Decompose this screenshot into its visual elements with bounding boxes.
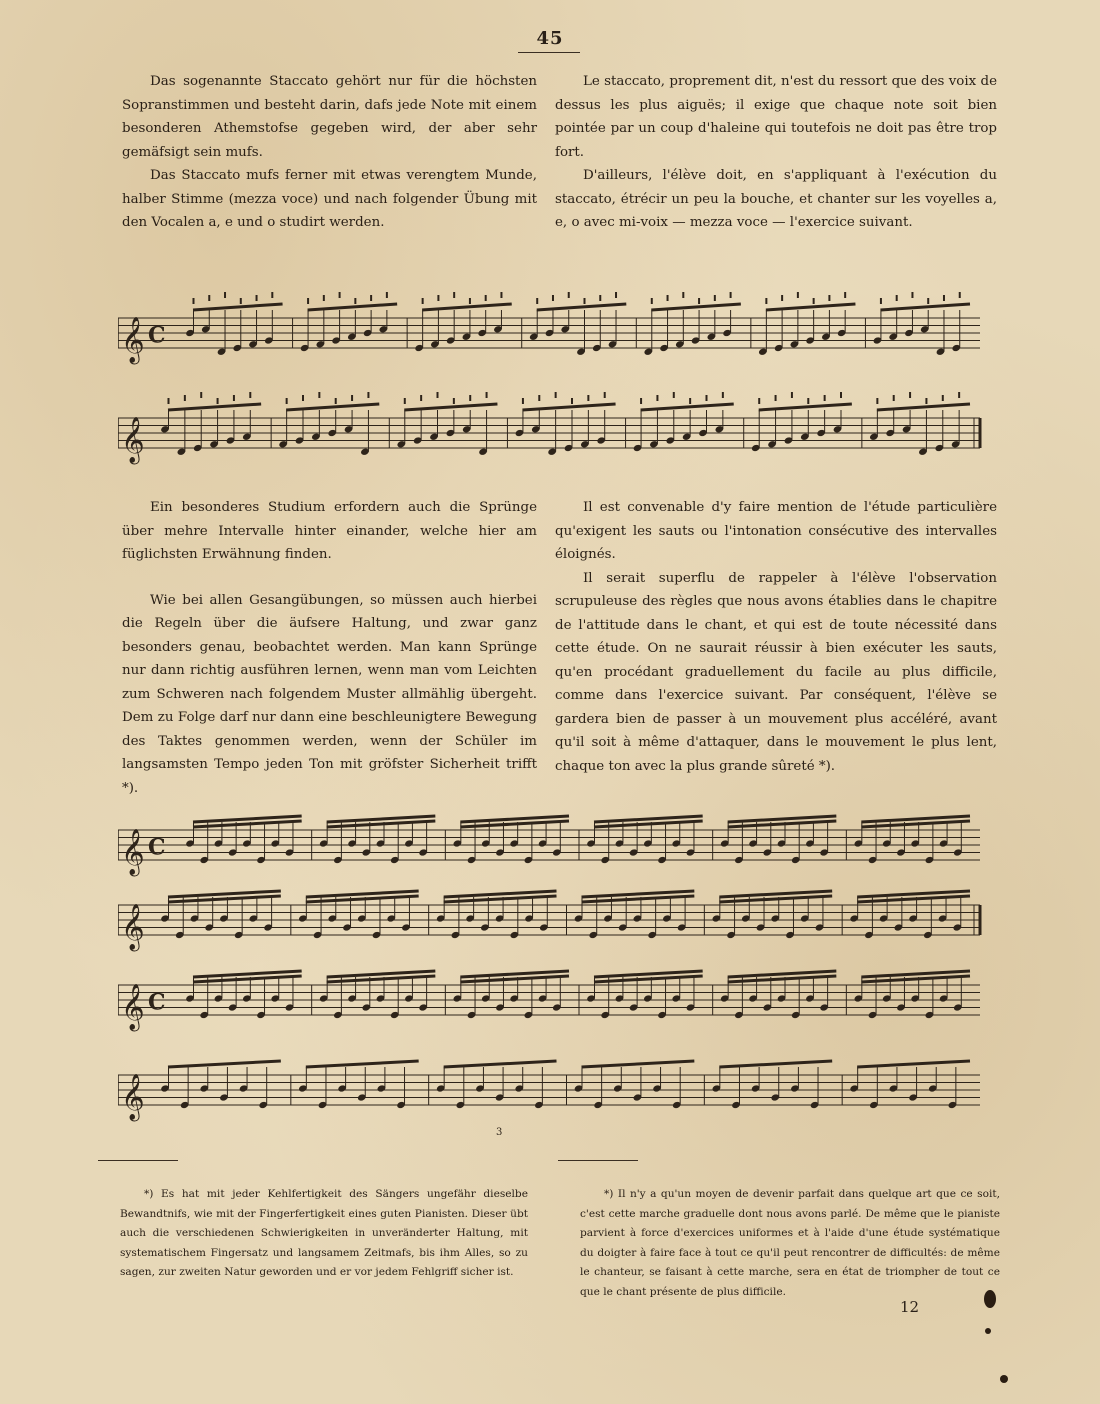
staccato-mark [807,398,809,404]
staccato-mark [323,295,325,301]
staccato-mark [689,398,691,404]
staccato-mark [339,292,341,298]
staccato-mark [584,298,586,304]
staccato-mark [896,295,898,301]
treble-clef-icon: 𝄞 [121,1074,145,1120]
staccato-mark [422,298,424,304]
staccato-mark [404,398,406,404]
staccato-mark [367,392,369,398]
staccato-mark [781,295,783,301]
staccato-mark [271,292,273,298]
footnote-german [120,1185,528,1283]
staccato-mark [469,395,471,401]
sheet-number: 12 [900,1298,920,1316]
staccato-text-french [555,70,997,235]
time-signature: C [148,989,166,1016]
staccato-mark [656,395,658,401]
beam [537,304,627,310]
treble-clef-icon: 𝄞 [121,904,145,950]
staccato-mark [844,292,846,298]
staccato-mark [775,395,777,401]
beam [857,1061,970,1067]
staccato-mark [420,395,422,401]
beam [422,304,512,310]
page-number: 45 [536,28,564,49]
staccato-mark [538,395,540,401]
staff-system-1 [118,292,980,365]
staccato-mark [599,295,601,301]
beam [286,404,379,410]
staccato-mark [571,398,573,404]
footnote-rule [98,1160,178,1161]
staccato-mark [453,398,455,404]
staccato-text-german [122,70,537,235]
staccato-mark [469,298,471,304]
beam [444,1061,557,1067]
staccato-mark [682,292,684,298]
staccato-mark [437,392,439,398]
page-number-rule [518,52,580,53]
beam [306,1061,419,1067]
staccato-mark [193,298,195,304]
staccato-mark [730,292,732,298]
staccato-mark [765,298,767,304]
staccato-mark [828,295,830,301]
staccato-mark [667,295,669,301]
staccato-mark [959,292,961,298]
staccato-mark [208,295,210,301]
staccato-mark [184,395,186,401]
footnote-french [580,1185,1000,1302]
staccato-mark [722,392,724,398]
staccato-mark [758,398,760,404]
beam [308,304,398,310]
paragraph: D'ailleurs, l'élève doit, en s'appliquant à l'exécution du staccato, étrécir un peu la bouche, et chanter sur les voyelles a, e, o avec mi-voix — mezza voce — l'exercice suivant. [555,168,997,230]
staccato-mark [200,392,202,398]
staccato-mark [386,292,388,298]
staccato-mark [840,392,842,398]
staccato-mark [568,292,570,298]
beam [404,404,497,410]
staff-system-4 [118,891,980,952]
music-staves [118,280,983,480]
staccato-mark [791,392,793,398]
staccato-mark [942,395,944,401]
paragraph: Wie bei allen Gesangübungen, so müssen auch hierbei die Regeln über die äufsere Haltung, und zwar ganz besonders genau, beobachtet werden. Man kann Sprünge nur dann richtig ausführen lernen, wenn man vom Leichten zum Schweren nach folgendem Muster allmählig übergeht. Dem zu Folge darf nur dann eine beschleunigtere Bewegung des Taktes genommen werden, wenn der Schüler im langsamsten Tempo jeden Ton mit gröfster Sicherheit trifft *). [122,592,537,796]
staccato-mark [911,292,913,298]
staccato-mark [233,395,235,401]
staccato-mark [437,295,439,301]
staccato-mark [522,398,524,404]
staccato-mark [302,395,304,401]
staccato-mark [927,298,929,304]
leaps-text-french [555,496,997,778]
staccato-mark [714,295,716,301]
beam [759,404,852,410]
paragraph: Ein besonderes Studium erfordern auch die Sprünge über mehre Intervalle hinter einander, welche hier am füglichsten Erwähnung finden. [122,500,537,562]
staccato-mark [335,398,337,404]
staccato-mark [286,398,288,404]
staccato-mark [876,398,878,404]
staccato-mark [500,292,502,298]
staccato-mark [217,398,219,404]
staccato-mark [351,395,353,401]
staccato-mark [651,298,653,304]
staccato-mark [813,298,815,304]
beam [582,1061,695,1067]
staccato-mark [797,292,799,298]
leaps-exercise [118,800,983,1140]
staccato-mark [880,298,882,304]
ink-blot [985,1328,991,1334]
footnote-rule [558,1160,638,1161]
paragraph: Das sogenannte Staccato gehört nur für die höchsten Sopranstimmen und besteht darin, dafs jede Note mit einem besonderen Athemstofse gegeben wird, der aber sehr gemäfsigt sein mufs. [122,74,537,160]
staccato-mark [240,298,242,304]
treble-clef-icon: 𝄞 [121,984,145,1030]
staccato-mark [604,392,606,398]
staccato-mark [224,292,226,298]
paragraph: Le staccato, proprement dit, n'est du ressort que des voix de dessus les plus aiguës; il exige que chaque note soit bien pointée par un coup d'haleine qui toutefois ne doit pas être trop fort. [555,74,997,160]
staccato-mark [909,392,911,398]
staccato-exercise [118,280,983,480]
staccato-mark [893,395,895,401]
paragraph: Il serait superflu de rappeler à l'élève l'observation scrupuleuse des règles que nous avons établies dans le chapitre de l'attitude dans le chant, et qui est de toute nécessité dans cette étude. On ne saurait réussir à bien exécuter les sauts, qu'en procédant graduellement du facile au plus difficile, comme dans l'exercice suivant. Par conséquent, l'élève se gardera bien de passer à un mouvement plus accéléré, avant qu'il soit à même d'attaquer, dans le mouvement le plus lent, chaque ton avec la plus grande sûreté *). [555,570,997,774]
treble-clef-icon: 𝄞 [121,417,145,463]
time-signature: C [148,834,166,861]
beam [168,1061,281,1067]
staccato-mark [249,392,251,398]
staccato-mark [486,392,488,398]
paragraph: Das Staccato mufs ferner mit etwas verengtem Munde, halber Stimme (mezza voce) und nach folgender Übung mit den Vocalen a, e und o studirt werden. [122,168,537,230]
treble-clef-icon: 𝄞 [121,317,145,363]
footnote-text: *) Es hat mit jeder Kehlfertigkeit des Sängers ungefähr dieselbe Bewandtnifs, wie mit der Fingerfertigkeit eines guten Pianisten. Dieser übt auch die verschiedenen Schwierigkeiten in unveränderter Haltung, mit systematischem Fingersatz und langsamem Zeitmafs, bis ihm Alles, so zu sagen, zur zweiten Natur geworden und er vor jedem Fehlgriff sicher ist. [120,1188,528,1278]
beam [641,404,734,410]
staccato-mark [943,295,945,301]
beam [766,304,856,310]
staccato-mark [168,398,170,404]
staccato-mark [555,392,557,398]
staccato-mark [640,398,642,404]
staccato-mark [354,298,356,304]
staff-system-3 [118,816,980,877]
paragraph: Il est convenable d'y faire mention de l'étude particulière qu'exigent les sauts ou l'intonation consécutive des intervalles éloignés. [555,500,997,562]
staccato-mark [698,298,700,304]
staccato-mark [536,298,538,304]
staccato-mark [552,295,554,301]
staccato-mark [370,295,372,301]
staccato-mark [453,292,455,298]
staccato-mark [958,392,960,398]
staff-system-6 [118,1061,980,1138]
staccato-mark [485,295,487,301]
beam [880,304,970,310]
staff-system-5 [118,971,980,1032]
staccato-mark [673,392,675,398]
beam [651,304,741,310]
ink-blot [1000,1375,1008,1383]
music-staves [118,800,983,1140]
beam [522,404,615,410]
staccato-mark [925,398,927,404]
staccato-mark [587,395,589,401]
treble-clef-icon: 𝄞 [121,829,145,875]
staccato-mark [706,395,708,401]
staccato-mark [615,292,617,298]
staccato-mark [307,298,309,304]
staccato-mark [824,395,826,401]
ink-blot [984,1290,996,1308]
staff-system-2 [118,392,980,465]
beam [193,304,283,310]
triplet-mark: 3 [496,1127,503,1138]
leaps-text-german [122,496,537,800]
footnote-text: *) Il n'y a qu'un moyen de devenir parfait dans quelque art que ce soit, c'est cette marche graduelle dont nous avons parlé. De même que le pianiste parvient à force d'exercices uniformes et à l'aide d'une étude systématique du doigter à faire face à tout ce qu'il peut rencontrer de difficultés: de même le chanteur, se faisant à cette marche, sera en état de triompher de tout ce que le chant présente de plus difficile. [580,1188,1000,1298]
beam [877,404,970,410]
staccato-mark [256,295,258,301]
staccato-mark [318,392,320,398]
beam [168,404,261,410]
beam [719,1061,832,1067]
time-signature: C [148,322,166,349]
